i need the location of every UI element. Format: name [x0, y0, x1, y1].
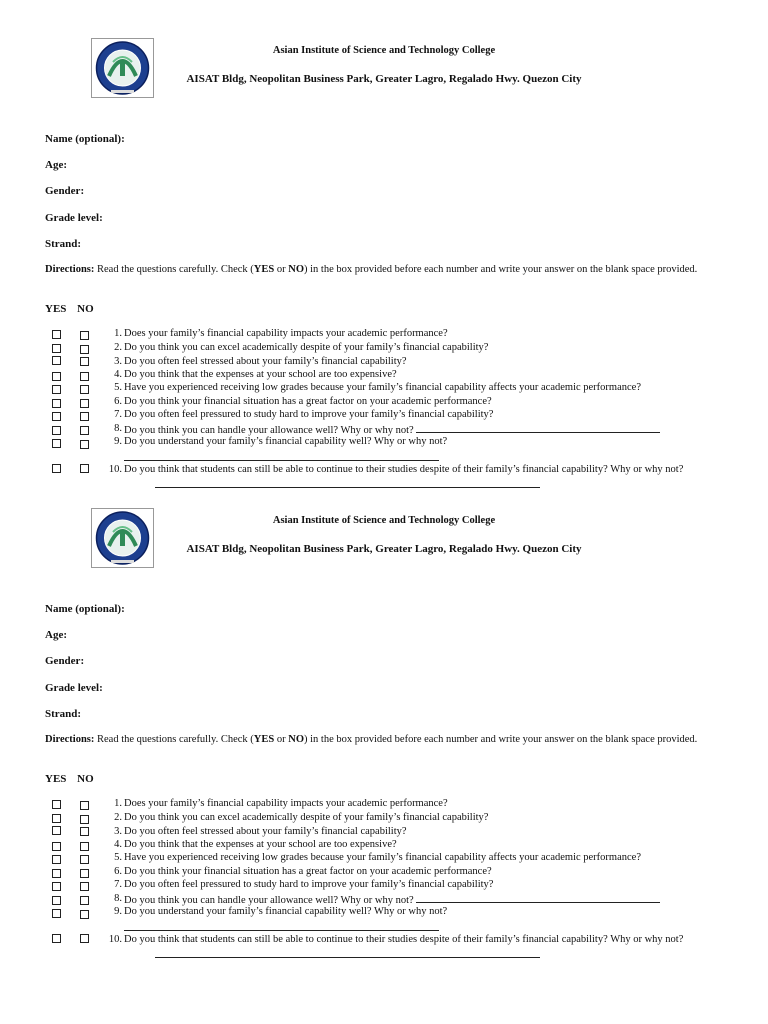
question-number: 7. [114, 879, 122, 890]
directions-or: or [274, 734, 289, 745]
question-number: 2. [114, 812, 122, 823]
question-row [0, 328, 768, 342]
yes-checkbox[interactable] [52, 814, 61, 823]
question-text: Do you often feel stressed about your family’s financial capability? [124, 826, 407, 837]
question-number: 8. [114, 423, 122, 434]
question-text [124, 893, 660, 906]
strand-field-label: Strand: [45, 708, 82, 720]
gender-field-label: Gender: [45, 655, 85, 667]
no-checkbox[interactable] [80, 882, 89, 891]
question-number: 10. [108, 934, 122, 945]
directions-text-a: Read the questions carefully. Check ( [94, 734, 254, 745]
question-number: 5. [114, 382, 122, 393]
directions-label: Directions: [45, 734, 95, 745]
no-checkbox[interactable] [80, 399, 89, 408]
survey-form-2 [0, 508, 768, 977]
question-text-content: Do you think you can handle your allowance well? Why or why not? [124, 895, 414, 906]
question-row [0, 356, 768, 370]
no-checkbox[interactable] [80, 869, 89, 878]
yes-checkbox[interactable] [52, 896, 61, 905]
yes-checkbox[interactable] [52, 842, 61, 851]
directions-label: Directions: [45, 264, 95, 275]
no-checkbox[interactable] [80, 464, 89, 473]
directions-text-b: ) in the box provided before each number and write your answer on the blank space provided. [303, 264, 698, 275]
no-checkbox[interactable] [80, 385, 89, 394]
no-header: NO [77, 773, 94, 785]
question-row [0, 839, 768, 853]
question-text: Do you think that students can still be able to continue to their studies despite of their family’s financial capability? Why or why not? [124, 934, 684, 945]
no-checkbox[interactable] [80, 801, 89, 810]
no-checkbox[interactable] [80, 842, 89, 851]
grade-field-label: Grade level: [45, 682, 103, 694]
question-row [0, 342, 768, 356]
question-number: 9. [114, 436, 122, 447]
question-number: 4. [114, 839, 122, 850]
no-checkbox[interactable] [80, 345, 89, 354]
directions-or: or [274, 264, 289, 275]
answer-blank[interactable] [416, 893, 660, 903]
yes-checkbox[interactable] [52, 426, 61, 435]
directions-no: NO [288, 264, 304, 275]
institution-name: Asian Institute of Science and Technology College [272, 45, 496, 56]
directions [45, 264, 715, 276]
directions-yes: YES [253, 264, 275, 275]
name-field-label: Name (optional): [45, 603, 125, 615]
yes-checkbox[interactable] [52, 439, 61, 448]
question-row [0, 382, 768, 396]
yes-checkbox[interactable] [52, 882, 61, 891]
question-text: Does your family’s financial capability impacts your academic performance? [124, 798, 448, 809]
no-checkbox[interactable] [80, 827, 89, 836]
question-number: 7. [114, 409, 122, 420]
question-text-content: Do you think you can handle your allowance well? Why or why not? [124, 425, 414, 436]
yes-checkbox[interactable] [52, 464, 61, 473]
yes-header: YES [45, 773, 67, 785]
question-text: Do you think that the expenses at your school are too expensive? [124, 369, 397, 380]
question-text: Have you experienced receiving low grades because your family’s financial capability affects your academic performance? [124, 382, 641, 393]
no-checkbox[interactable] [80, 855, 89, 864]
institution-name: Asian Institute of Science and Technology College [272, 515, 496, 526]
yes-checkbox[interactable] [52, 800, 61, 809]
name-field-label: Name (optional): [45, 133, 125, 145]
directions-text-a: Read the questions carefully. Check ( [94, 264, 254, 275]
no-checkbox[interactable] [80, 412, 89, 421]
question-number: 3. [114, 826, 122, 837]
question-number: 4. [114, 369, 122, 380]
question-number: 5. [114, 852, 122, 863]
yes-checkbox[interactable] [52, 869, 61, 878]
question-number: 1. [114, 798, 122, 809]
question-text: Does your family’s financial capability impacts your academic performance? [124, 328, 448, 339]
yes-checkbox[interactable] [52, 855, 61, 864]
question-row [0, 893, 768, 907]
strand-field-label: Strand: [45, 238, 82, 250]
question-text [124, 423, 660, 436]
no-checkbox[interactable] [80, 357, 89, 366]
question-text: Do you often feel pressured to study hard to improve your family’s financial capability? [124, 409, 494, 420]
gender-field-label: Gender: [45, 185, 85, 197]
question-text: Do you think you can excel academically despite of your family’s financial capability? [124, 812, 489, 823]
question-row [0, 852, 768, 866]
question-row [0, 409, 768, 423]
yes-checkbox[interactable] [52, 372, 61, 381]
question-row [0, 812, 768, 826]
yes-no-header [45, 773, 94, 785]
question-number: 10. [108, 464, 122, 475]
yes-checkbox[interactable] [52, 356, 61, 365]
question-text: Do you often feel stressed about your family’s financial capability? [124, 356, 407, 367]
question-row [0, 798, 768, 812]
question-text: Do you often feel pressured to study hard to improve your family’s financial capability? [124, 879, 494, 890]
directions-yes: YES [253, 734, 275, 745]
question-number: 6. [114, 396, 122, 407]
answer-blank[interactable] [155, 487, 540, 488]
grade-field-label: Grade level: [45, 212, 103, 224]
answer-blank[interactable] [124, 460, 439, 461]
institution-address: AISAT Bldg, Neopolitan Business Park, Greater Lagro, Regalado Hwy. Quezon City [186, 73, 582, 85]
question-number: 9. [114, 906, 122, 917]
no-checkbox[interactable] [80, 934, 89, 943]
yes-checkbox[interactable] [52, 909, 61, 918]
answer-blank[interactable] [416, 423, 660, 433]
question-number: 2. [114, 342, 122, 353]
yes-no-header [45, 303, 94, 315]
question-text: Do you think your financial situation has a great factor on your academic performance? [124, 866, 492, 877]
question-number: 3. [114, 356, 122, 367]
yes-checkbox[interactable] [52, 399, 61, 408]
question-text: Do you think you can excel academically despite of your family’s financial capability? [124, 342, 489, 353]
answer-blank[interactable] [124, 930, 439, 931]
institution-address: AISAT Bldg, Neopolitan Business Park, Greater Lagro, Regalado Hwy. Quezon City [186, 543, 582, 555]
age-field-label: Age: [45, 159, 67, 171]
question-text: Do you think your financial situation has a great factor on your academic performance? [124, 396, 492, 407]
question-row [0, 436, 768, 450]
question-row [0, 906, 768, 920]
question-row [0, 423, 768, 437]
directions [45, 734, 715, 746]
question-row [0, 866, 768, 880]
question-text: Do you think that students can still be able to continue to their studies despite of their family’s financial capability? Why or why not? [124, 464, 684, 475]
yes-checkbox[interactable] [52, 412, 61, 421]
question-text: Do you understand your family’s financial capability well? Why or why not? [124, 906, 448, 917]
no-checkbox[interactable] [80, 440, 89, 449]
question-row [0, 879, 768, 893]
yes-checkbox[interactable] [52, 826, 61, 835]
no-checkbox[interactable] [80, 331, 89, 340]
question-text: Do you understand your family’s financial capability well? Why or why not? [124, 436, 448, 447]
question-number: 1. [114, 328, 122, 339]
question-row [0, 396, 768, 410]
age-field-label: Age: [45, 629, 67, 641]
answer-blank[interactable] [155, 957, 540, 958]
question-row [0, 826, 768, 840]
yes-checkbox[interactable] [52, 330, 61, 339]
question-number: 8. [114, 893, 122, 904]
survey-form-1 [0, 38, 768, 507]
question-number: 6. [114, 866, 122, 877]
no-checkbox[interactable] [80, 815, 89, 824]
no-checkbox[interactable] [80, 896, 89, 905]
no-header: NO [77, 303, 94, 315]
no-checkbox[interactable] [80, 426, 89, 435]
yes-checkbox[interactable] [52, 344, 61, 353]
yes-checkbox[interactable] [52, 385, 61, 394]
yes-header: YES [45, 303, 67, 315]
question-text: Do you think that the expenses at your school are too expensive? [124, 839, 397, 850]
no-checkbox[interactable] [80, 910, 89, 919]
yes-checkbox[interactable] [52, 934, 61, 943]
no-checkbox[interactable] [80, 372, 89, 381]
directions-text-b: ) in the box provided before each number and write your answer on the blank space provided. [303, 734, 698, 745]
question-row [0, 369, 768, 383]
question-text: Have you experienced receiving low grades because your family’s financial capability affects your academic performance? [124, 852, 641, 863]
directions-no: NO [288, 734, 304, 745]
